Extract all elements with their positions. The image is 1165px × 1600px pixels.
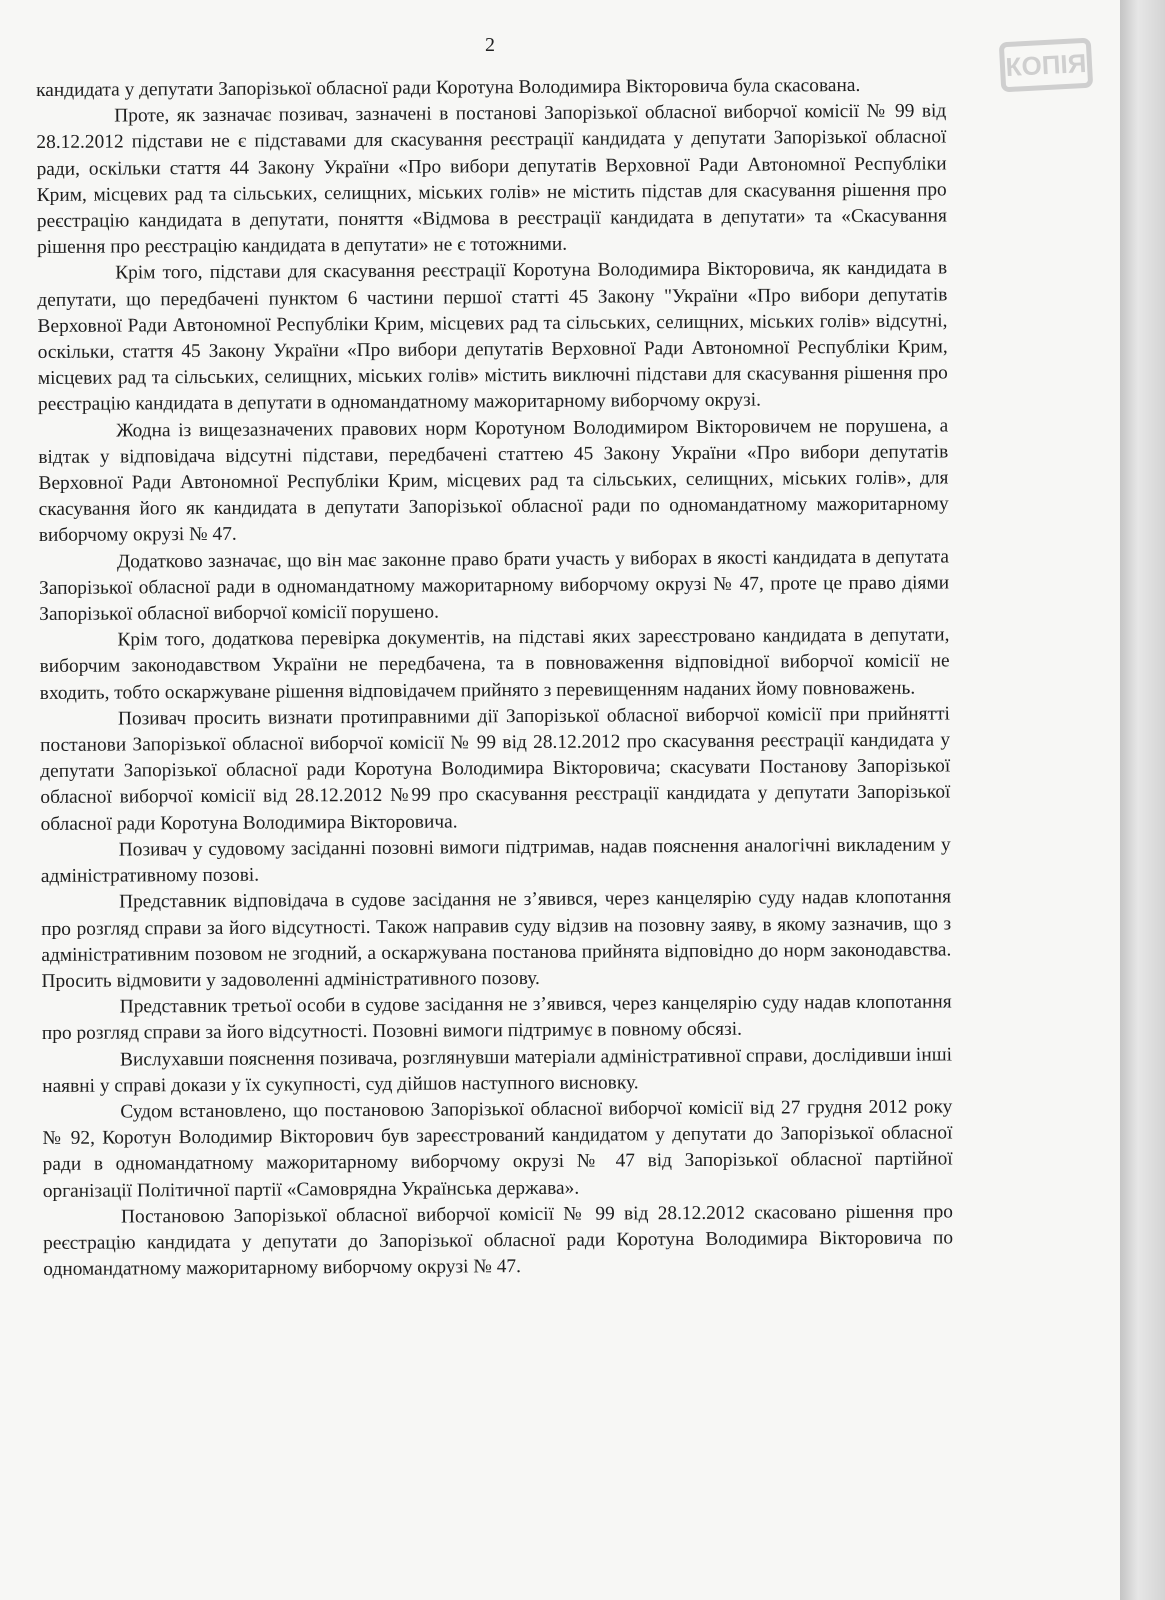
- paragraph-8: Позивач у судовому засіданні позовні вимоги підтримав, надав пояснення аналогічні викладеним у адміністративному позові.: [40, 834, 951, 888]
- page-number: 2: [485, 34, 495, 56]
- paragraph-13: Постановою Запорізької обласної виборчої комісії № 99 від 28.12.2012 скасовано рішення про реєстрацію кандидата у депутати до Запорізької обласної ради Коротуна Володимира Вікторовича по одномандатному мажоритарному виборчому окрузі № 47.: [43, 1201, 954, 1281]
- paragraph-1: кандидата у депутати Запорізької обласної ради Коротуна Володимира Вікторовича була скасована.: [36, 74, 861, 101]
- paragraph-5: Додатково зазначає, що він має законне право брати участь у виборах в якості кандидата в депутата Запорізької обласної ради в одномандатному мажоритарному виборчому окрузі № 47, проте це право діями Запорізької обласної виборчої комісії порушено.: [39, 546, 950, 626]
- paragraph-9: Представник відповідача в судове засідання не з’явився, через канцелярію суду надав клопотання про розгляд справи за його відсутності. Також направив суду відзив на позовну заяву, в якому зазначив, що з адміністративним позовом не згодний, а оскаржувана постанова прийнята відповідно до норм законодавства. Просить відмовити у задоволенні адміністративного позову.: [41, 886, 952, 992]
- paragraph-12: Судом встановлено, що постановою Запорізької обласної виборчої комісії від 27 грудня 2012 року № 92, Коротун Володимир Вікторович був зареєстрований кандидатом у депутати до Запорізької обласної ради в одномандатному мажоритарному виборчому окрузі № 47 від Запорізької обласної партійної організації Політичної партії «Самоврядна Українська держава».: [42, 1096, 953, 1202]
- paragraph-3: Крім того, підстави для скасування реєстрації Коротуна Володимира Вікторовича, як кандидата в депутати, що передбачені пунктом 6 частини першої статті 45 Закону "України «Про вибори депутатів Верховної Ради Автономної Республіки Крим, місцевих рад та сільських, селищних, міських голів» відсутні, оскільки, стаття 45 Закону України «Про вибори депутатів Верховної Ради Автономної Республіки Крим, місцевих рад та сільських, селищних, міських голів» містить виключні підстави для скасування рішення про реєстрацію кандидата в депутати в одномандатному мажоритарному виборчому окрузі.: [37, 257, 948, 416]
- scan-right-edge: [1120, 0, 1165, 1600]
- copy-stamp: КОПІЯ: [999, 38, 1093, 93]
- paragraph-4: Жодна із вищезазначених правових норм Коротуном Володимиром Вікторовичем не порушена, а відтак у відповідача відсутні підстави, передбачені статтею 45 Закону України «Про вибори депутатів Верховної Ради Автономної Республіки Крим, місцевих рад та сільських, селищних, міських голів», для скасування його як кандидата в депутати Запорізької обласної ради по одномандатному мажоритарному виборчому окрузі № 47.: [38, 415, 949, 547]
- document-body: [36, 72, 953, 1283]
- paragraph-10: Представник третьої особи в судове засідання не з’явився, через канцелярію суду надав клопотання про розгляд справи за його відсутності. Позовні вимоги підтримує в повному обсязі.: [41, 991, 952, 1045]
- paragraph-7: Позивач просить визнати протиправними дії Запорізької обласної виборчої комісії при прийнятті постанови Запорізької обласної виборчої комісії № 99 від 28.12.2012 про скасування реєстрації кандидата у депутати Запорізької обласної ради Коротуна Володимира Вікторовича; скасувати Постанову Запорізької обласної виборчої комісії від 28.12.2012 №99 про скасування реєстрації кандидата у депутати Запорізької обласної ради Коротуна Володимира Вікторовича.: [40, 703, 951, 835]
- paragraph-11: Вислухавши пояснення позивача, розглянувши матеріали адміністративної справи, дослідивши інші наявні у справі докази у їх сукупності, суд дійшов наступного висновку.: [42, 1043, 953, 1097]
- paragraph-2: Проте, як зазначає позивач, зазначені в постанові Запорізької обласної виборчої комісії № 99 від 28.12.2012 підстави не є підставами для скасування реєстрації кандидата у депутати Запорізької обласної ради, оскільки стаття 44 Закону України «Про вибори депутатів Верховної Ради Автономної Республіки Крим, місцевих рад та сільських, селищних, міських голів» не містить підстав для скасування рішення про реєстрацію кандидата в депутати, поняття «Відмова в реєстрації кандидата в депутати» та «Скасування рішення про реєстрацію кандидата в депутати» не є тотожними.: [36, 100, 947, 259]
- paragraph-6: Крім того, додаткова перевірка документів, на підставі яких зареєстровано кандидата в депутати, виборчим законодавством України не передбачена, та в повноваження відповідної виборчої комісії не входить, тобто оскаржуване рішення відповідачем прийнято з перевищенням наданих йому повноважень.: [39, 624, 950, 704]
